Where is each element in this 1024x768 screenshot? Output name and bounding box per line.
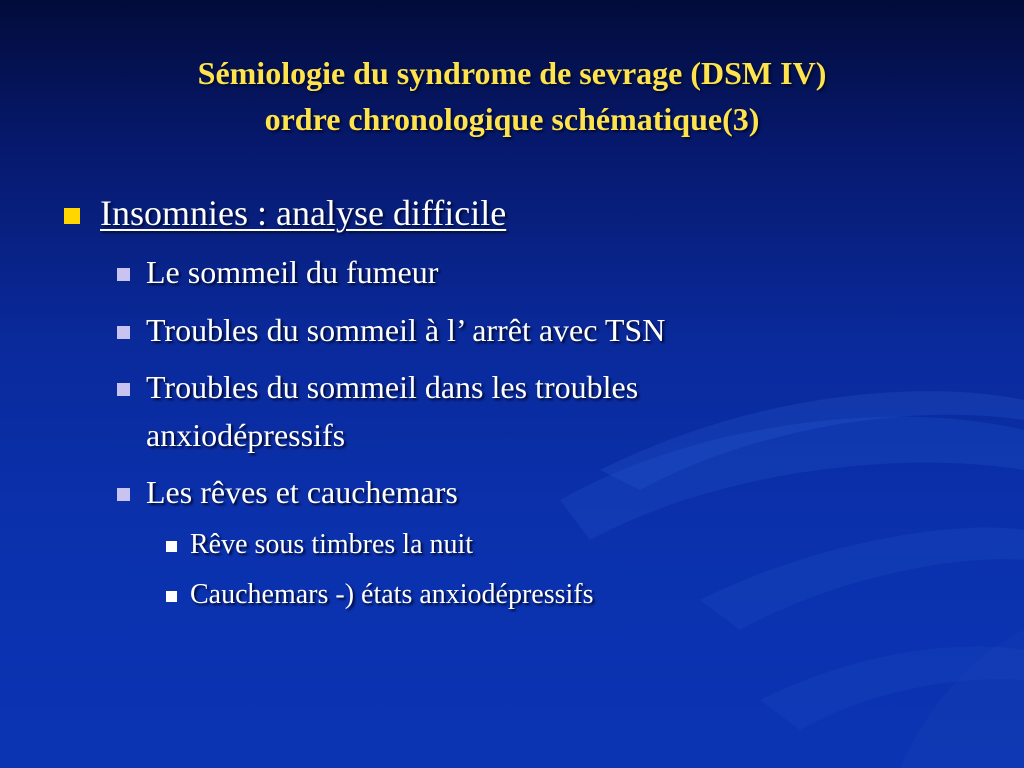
heading-text: Insomnies : analyse difficile: [100, 193, 507, 233]
title-line-2: ordre chronologique schématique(3): [264, 101, 760, 137]
square-bullet-icon: [166, 591, 177, 602]
square-bullet-icon: [117, 488, 130, 501]
list-item-troubles-tsn: Troubles du sommeil à l’ arrêt avec TSN: [146, 312, 666, 348]
square-bullet-icon: [64, 208, 80, 224]
list-item-troubles-anxio-continued: anxiodépressifs: [146, 417, 346, 453]
sub-item-cauchemars: Cauchemars -) états anxiodépressifs: [190, 579, 594, 610]
square-bullet-icon: [166, 541, 177, 552]
list-item-reves-cauchemars: Les rêves et cauchemars: [146, 474, 458, 510]
square-bullet-icon: [117, 383, 130, 396]
title-line-1: Sémiologie du syndrome de sevrage (DSM IV): [197, 55, 827, 91]
list-item-sommeil-fumeur: Le sommeil du fumeur: [146, 254, 439, 290]
sub-item-reve-timbres: Rêve sous timbres la nuit: [190, 529, 474, 560]
square-bullet-icon: [117, 268, 130, 281]
list-item-troubles-anxio: Troubles du sommeil dans les troubles: [146, 369, 639, 405]
square-bullet-icon: [117, 326, 130, 339]
heading-insomnies: [100, 192, 506, 234]
